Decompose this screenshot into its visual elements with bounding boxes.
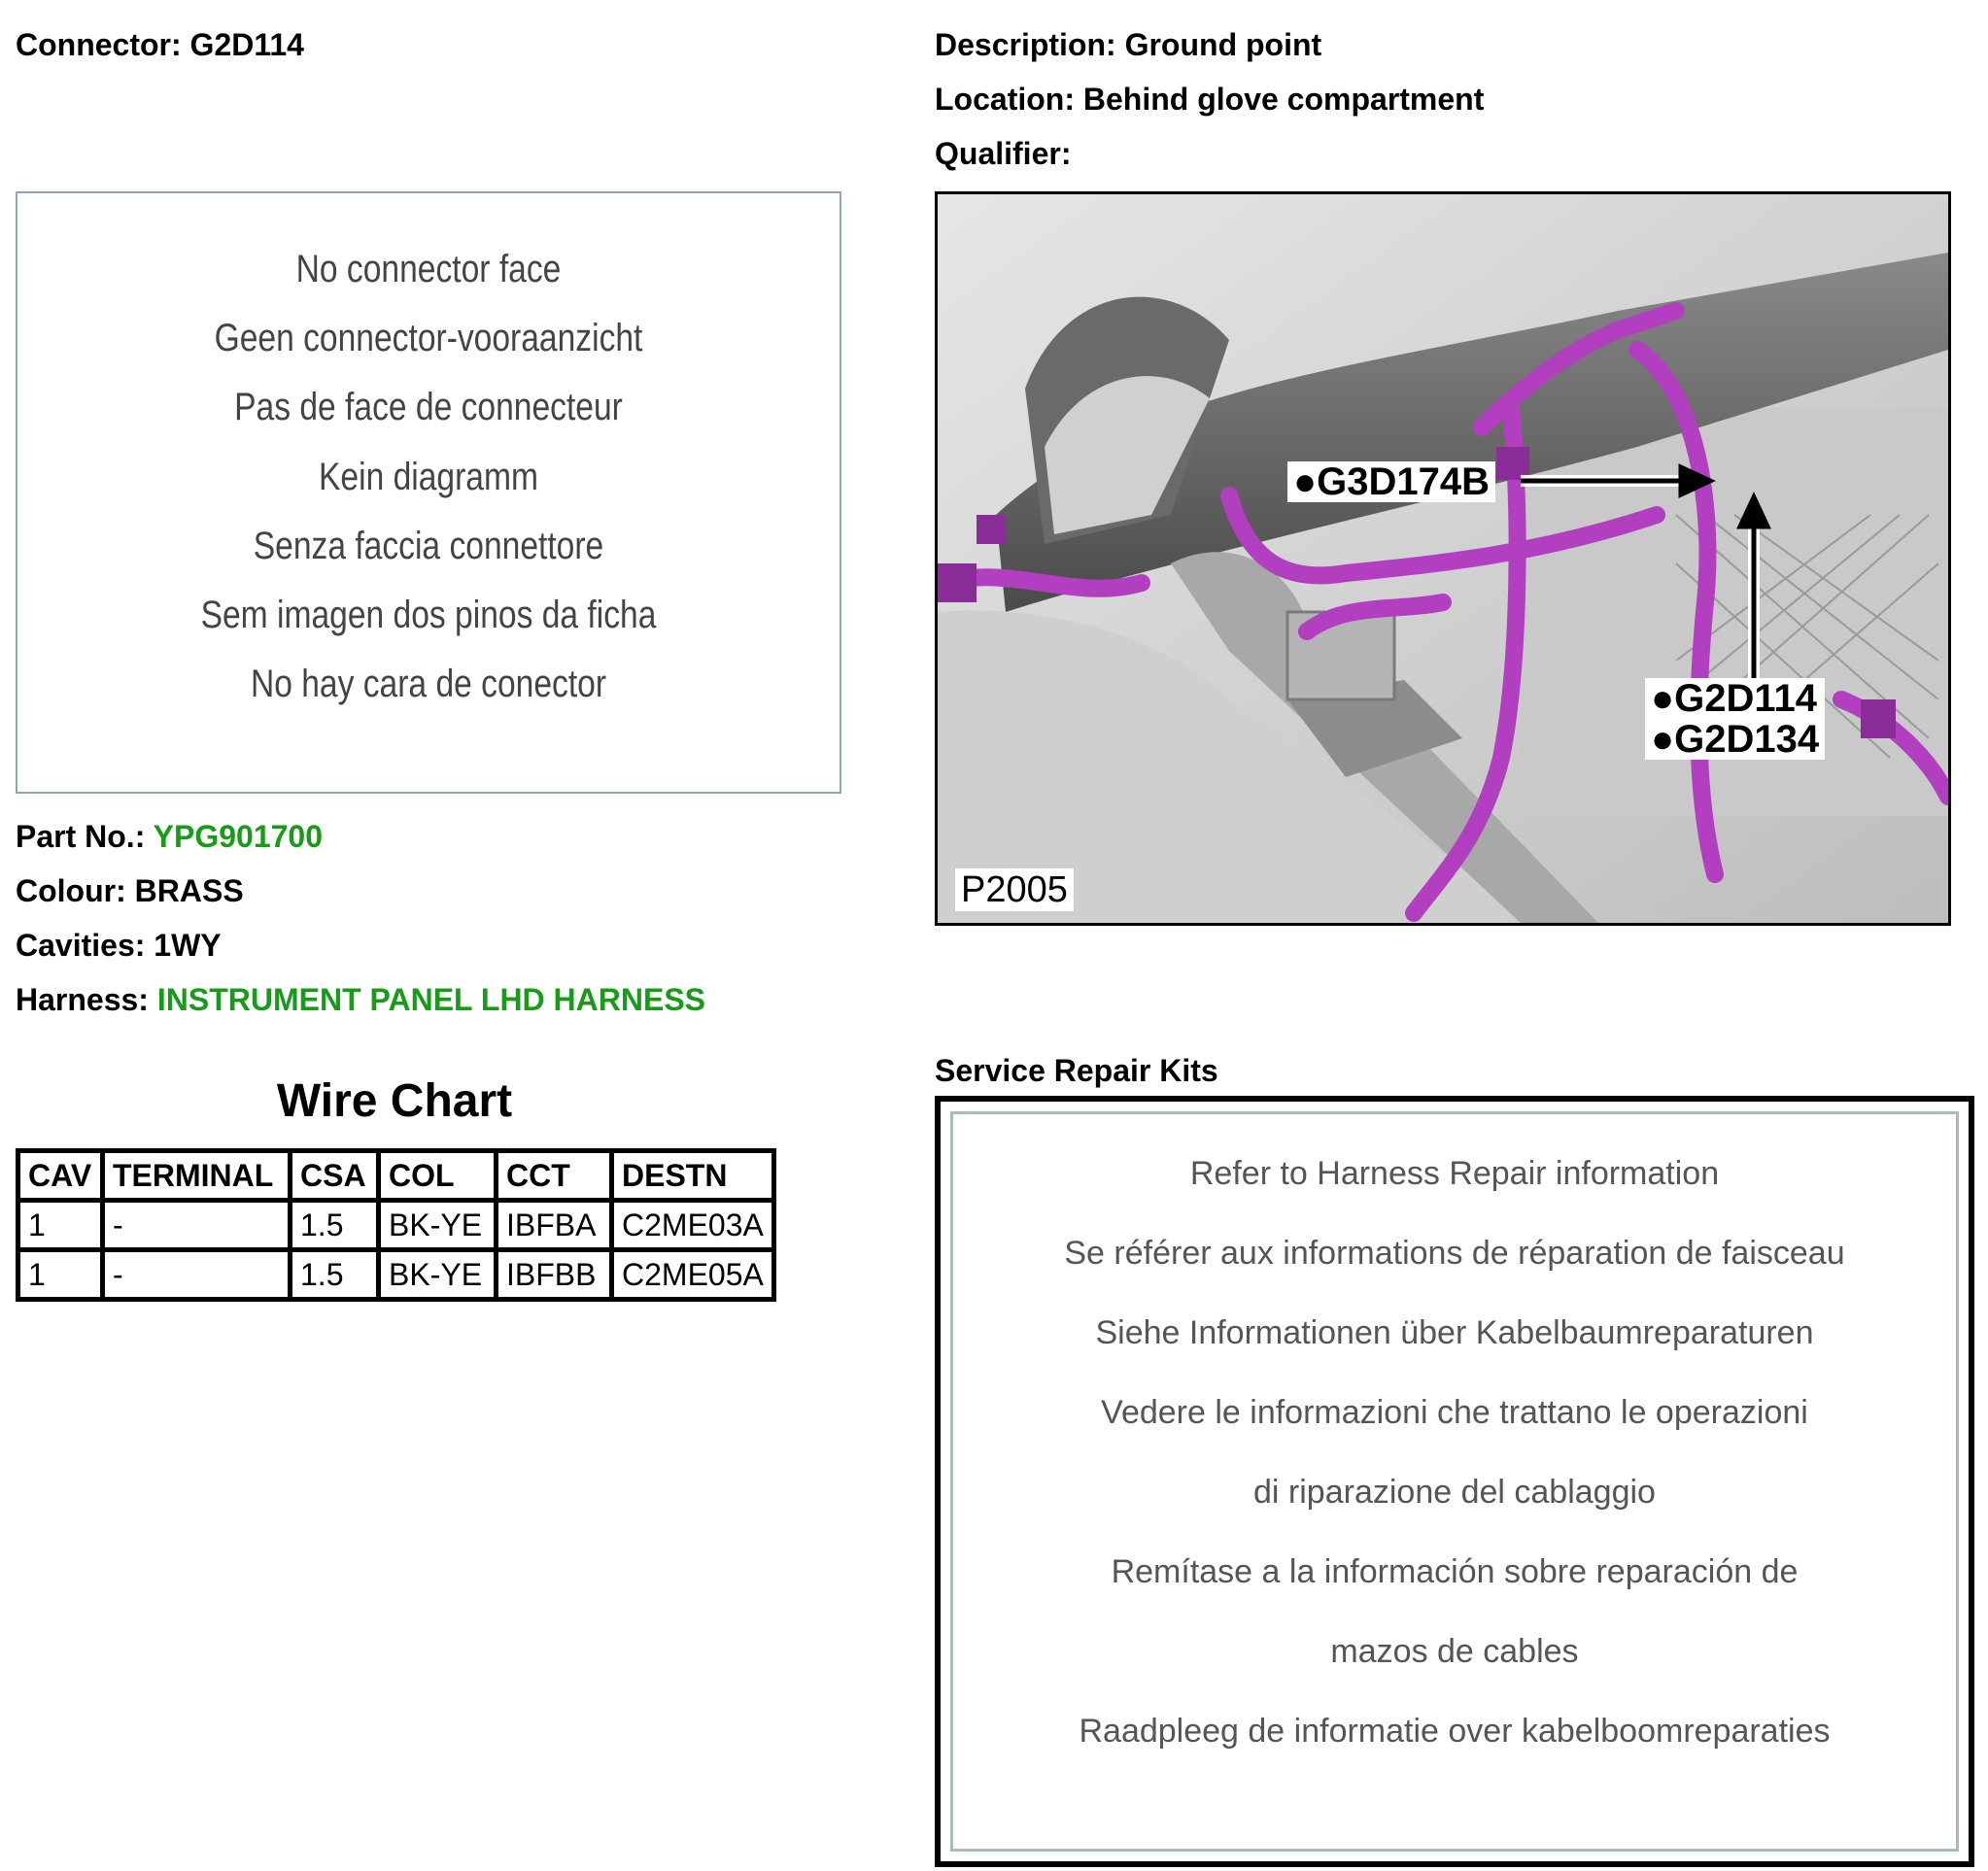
service-repair-kits-panel <box>935 1096 1974 1867</box>
cell-csa: 1.5 <box>291 1201 379 1250</box>
kit-line: di riparazione del cablaggio <box>1253 1474 1656 1511</box>
cell-cct: IBFBA <box>497 1201 612 1250</box>
location-row: Location: Behind glove compartment <box>935 82 1485 117</box>
cell-cct: IBFBB <box>497 1250 612 1300</box>
wire-chart-title: Wire Chart <box>276 1075 513 1127</box>
table-row <box>18 1201 774 1250</box>
cavities-row: Cavities: 1WY <box>16 928 222 963</box>
kit-line: Vedere le informazioni che trattano le operazioni <box>1101 1394 1808 1431</box>
face-line: Geen connector-vooraanzicht <box>214 317 643 359</box>
description-row: Description: Ground point <box>935 27 1322 62</box>
location-value: Behind glove compartment <box>1082 82 1485 117</box>
kit-line: mazos de cables <box>1330 1633 1579 1670</box>
cell-col: BK-YE <box>379 1201 497 1250</box>
header-csa: CSA <box>291 1151 379 1201</box>
dashboard-illustration <box>938 194 1948 923</box>
kit-line: Remítase a la información sobre reparación de <box>1111 1553 1799 1590</box>
figure-id: P2005 <box>955 868 1074 911</box>
colour-value: BRASS <box>134 873 244 908</box>
cell-destn: C2ME03A <box>612 1201 774 1250</box>
kit-line: Refer to Harness Repair information <box>1189 1155 1720 1192</box>
cell-csa: 1.5 <box>291 1250 379 1300</box>
cell-cav: 1 <box>18 1250 103 1300</box>
face-line: Kein diagramm <box>319 456 538 498</box>
service-repair-kits-title: Service Repair Kits <box>935 1053 1218 1088</box>
face-line: Sem imagen dos pinos da ficha <box>200 594 657 636</box>
bullet-icon: ● <box>1293 460 1318 503</box>
header-col: COL <box>379 1151 497 1201</box>
face-line: Senza faccia connettore <box>253 525 604 567</box>
harness-link[interactable]: INSTRUMENT PANEL LHD HARNESS <box>156 982 706 1017</box>
bullet-icon: ● <box>1651 718 1675 761</box>
face-line: No connector face <box>295 248 562 290</box>
bullet-icon: ● <box>1651 677 1675 720</box>
connector-id: G2D114 <box>189 27 304 62</box>
cell-destn: C2ME05A <box>612 1250 774 1300</box>
kit-line: Siehe Informationen über Kabelbaumreparaturen <box>1095 1314 1814 1351</box>
part-no-link[interactable]: YPG901700 <box>153 819 324 854</box>
wire-chart-table <box>16 1148 776 1302</box>
header-terminal: TERMINAL <box>103 1151 291 1201</box>
callout-g3d174b: ●G3D174B <box>1287 461 1495 502</box>
face-line: Pas de face de connecteur <box>234 386 623 428</box>
header-cav: CAV <box>18 1151 103 1201</box>
header-destn: DESTN <box>612 1151 774 1201</box>
cell-terminal: - <box>103 1250 291 1300</box>
description-value: Ground point <box>1124 27 1322 62</box>
service-repair-kits-inner <box>950 1111 1959 1852</box>
table-header-row <box>18 1151 774 1201</box>
harness-row: Harness: INSTRUMENT PANEL LHD HARNESS <box>16 982 706 1017</box>
colour-row: Colour: BRASS <box>16 873 244 908</box>
qualifier-row: Qualifier: <box>935 136 1072 171</box>
cell-col: BK-YE <box>379 1250 497 1300</box>
part-no-row: Part No.: YPG901700 <box>16 819 324 854</box>
face-line: No hay cara de conector <box>250 663 607 705</box>
cavities-value: 1WY <box>154 928 222 963</box>
callout-g2d114: ●G2D114 ●G2D134 <box>1645 678 1825 760</box>
connector-label: Connector: G2D114 <box>16 27 304 62</box>
connector-face-panel <box>16 191 841 794</box>
cell-cav: 1 <box>18 1201 103 1250</box>
location-image <box>935 191 1951 926</box>
kit-line: Se référer aux informations de réparation de faisceau <box>1064 1235 1845 1272</box>
cell-terminal: - <box>103 1201 291 1250</box>
kit-line: Raadpleeg de informatie over kabelboomreparaties <box>1079 1713 1831 1750</box>
table-row <box>18 1250 774 1300</box>
header-cct: CCT <box>497 1151 612 1201</box>
